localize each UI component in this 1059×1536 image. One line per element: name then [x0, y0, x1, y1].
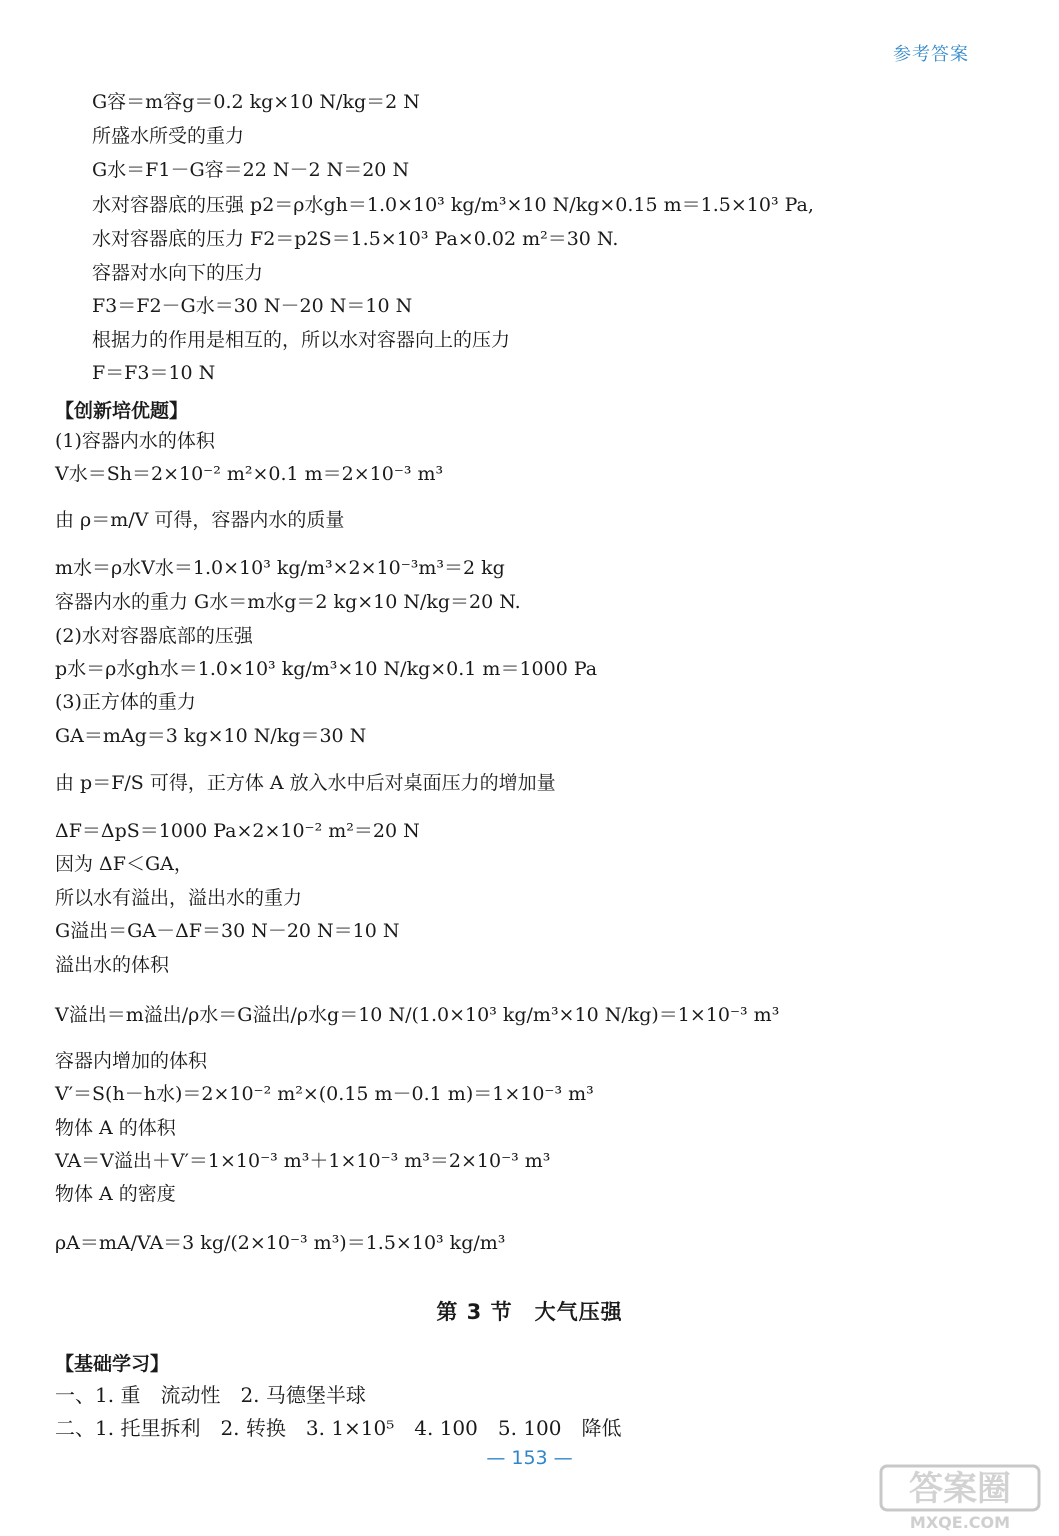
- text-line: 水对容器底的压力 F2＝p2S＝1.5×10³ Pa×0.02 m²＝30 N.: [92, 228, 619, 250]
- text-line: G水＝F1－G容＝22 N－2 N＝20 N: [92, 159, 410, 181]
- text-line: 根据力的作用是相互的，所以水对容器向上的压力: [92, 329, 511, 351]
- chapter-title: 第 3 节 大气压强: [436, 1300, 623, 1324]
- formula-line: V溢出＝m溢出/ρ水＝G溢出/ρ水g＝10 N/(1.0×10³ kg/m³×10 N/kg)＝1×10⁻³ m³: [55, 1004, 780, 1026]
- formula-line: ΔF＝ΔpS＝1000 Pa×2×10⁻² m²＝20 N: [55, 820, 420, 842]
- answer-line: 一、1. 重 流动性 2. 马德堡半球: [55, 1383, 366, 1407]
- text-line: F3＝F2－G水＝30 N－20 N＝10 N: [92, 295, 413, 317]
- text-line: 所以水有溢出，溢出水的重力: [55, 887, 303, 909]
- answer-line: 二、1. 托里拆利 2. 转换 3. 1×10⁵ 4. 100 5. 100 降低: [55, 1416, 622, 1440]
- text-line: F＝F3＝10 N: [92, 362, 216, 384]
- formula-line: 由 ρ＝m/V 可得，容器内水的质量: [55, 509, 345, 531]
- formula-line: 由 p＝F/S 可得，正方体 A 放入水中后对桌面压力的增加量: [55, 772, 556, 794]
- formula-line: VA＝V溢出＋V′＝1×10⁻³ m³＋1×10⁻³ m³＝2×10⁻³ m³: [55, 1150, 551, 1172]
- formula-line: p水＝ρ水gh水＝1.0×10³ kg/m³×10 N/kg×0.1 m＝1000 Pa: [55, 658, 598, 680]
- text-line: 物体 A 的密度: [55, 1183, 176, 1205]
- svg-text:答案圈: 答案圈: [909, 1469, 1011, 1509]
- formula-line: GA＝mAg＝3 kg×10 N/kg＝30 N: [55, 725, 367, 747]
- section-heading-innovation: 【创新培优题】: [55, 400, 189, 422]
- formula-line: V′＝S(h－h水)＝2×10⁻² m²×(0.15 m－0.1 m)＝1×10⁻³ m³: [55, 1083, 594, 1105]
- formula-line: G溢出＝GA－ΔF＝30 N－20 N＝10 N: [55, 920, 400, 942]
- text-line: (3)正方体的重力: [55, 691, 196, 713]
- text-line: 因为 ΔF＜GA，: [55, 853, 193, 875]
- formula-line: V水＝Sh＝2×10⁻² m²×0.1 m＝2×10⁻³ m³: [55, 463, 444, 485]
- text-line: 容器内增加的体积: [55, 1050, 208, 1072]
- text-line: 容器内水的重力 G水＝m水g＝2 kg×10 N/kg＝20 N.: [55, 591, 521, 613]
- text-line: 水对容器底的压强 p2＝ρ水gh＝1.0×10³ kg/m³×10 N/kg×0.15 m＝1.5×10³ Pa,: [92, 194, 814, 216]
- text-line: 容器对水向下的压力: [92, 262, 264, 284]
- text-line: 所盛水所受的重力: [92, 125, 245, 147]
- header-label: 参考答案: [893, 44, 969, 65]
- text-line: 物体 A 的体积: [55, 1117, 176, 1139]
- formula-line: m水＝ρ水V水＝1.0×10³ kg/m³×2×10⁻³m³＝2 kg: [55, 557, 505, 579]
- text-line: (1)容器内水的体积: [55, 430, 215, 452]
- text-line: 溢出水的体积: [55, 954, 170, 976]
- svg-text:MXQE.COM: MXQE.COM: [909, 1513, 1011, 1532]
- text-line: (2)水对容器底部的压强: [55, 625, 253, 647]
- section-heading-basic: 【基础学习】: [55, 1353, 170, 1375]
- watermark-logo: [875, 1462, 1045, 1532]
- formula-line: ρA＝mA/VA＝3 kg/(2×10⁻³ m³)＝1.5×10³ kg/m³: [55, 1232, 506, 1254]
- text-line: G容＝m容g＝0.2 kg×10 N/kg＝2 N: [92, 91, 420, 113]
- page-number: — 153 —: [486, 1447, 573, 1469]
